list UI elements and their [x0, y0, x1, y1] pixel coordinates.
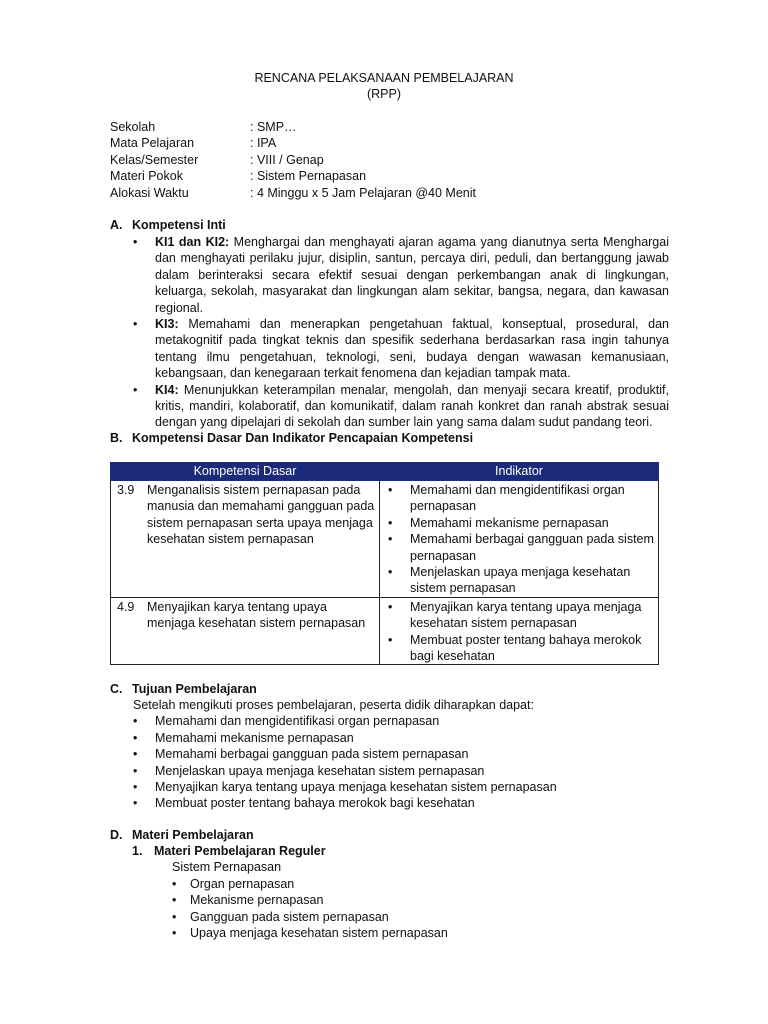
kd-cell [111, 481, 380, 598]
identity-row [110, 168, 650, 184]
identity-key: Alokasi Waktu [110, 185, 189, 200]
document-subtitle: (RPP) [366, 87, 402, 101]
bullet-icon: • [133, 317, 138, 332]
column-header-kd: Kompetensi Dasar [111, 463, 380, 481]
bullet-icon: • [133, 747, 138, 762]
identity-key: Mata Pelajaran [110, 136, 195, 151]
materi-text: Gangguan pada sistem pernapasan [190, 909, 389, 924]
table-row [111, 597, 659, 665]
section-letter: D. [110, 828, 123, 842]
identity-row [110, 135, 650, 151]
section-letter: B. [110, 431, 123, 445]
table-header-row [111, 463, 659, 481]
materi-text: Mekanisme pernapasan [190, 893, 324, 908]
identity-value: : 4 Minggu x 5 Jam Pelajaran @40 Menit [250, 185, 476, 200]
identity-value: : Sistem Pernapasan [250, 169, 367, 184]
list-item [172, 909, 650, 925]
ki-body: Menghargai dan menghayati ajaran agama yang dianutnya serta Menghargai dan menghayati perilaku jujur, disiplin, santun, percaya diri, peduli, dan bertanggung jawab dalam berinteraksi secara efektif sesuai dengan perkembangan anak di lingkungan, keluarga, sekolah, masyarakat dan lingkungan alam sekitar, bangsa, negara, dan kawasan regional. [155, 235, 669, 315]
indicator-text: Memahami berbagai gangguan pada sistem pernapasan [410, 532, 654, 563]
list-item [133, 730, 673, 746]
list-item [172, 876, 650, 892]
section-c-heading [110, 681, 257, 697]
kd-text: Menganalisis sistem pernapasan pada manusia dan memahami gangguan pada sistem pernapasan serta upaya menjaga kesehatan sistem pernapasan [147, 483, 375, 547]
bullet-icon: • [172, 893, 177, 908]
sub-number: 1. [132, 844, 143, 858]
materi-text: Upaya menjaga kesehatan sistem pernapasan [190, 926, 448, 941]
tujuan-text: Menyajikan karya tentang upaya menjaga kesehatan sistem pernapasan [155, 780, 557, 795]
list-item [133, 316, 669, 382]
ki-body: Menunjukkan keterampilan menalar, mengolah, dan menyaji secara kreatif, produktif, kritis, mandiri, kolaboratif, dan komunikatif, dalam ranah konkret dan ranah abstrak sesuai dengan yang dipelajari di sekolah dan sumber lain yang sama dalam sudut pandang teori. [155, 382, 669, 430]
ki-text [155, 316, 669, 382]
bullet-icon: • [388, 632, 393, 647]
indicator-cell [380, 597, 659, 665]
document-title: RENCANA PELAKSANAAN PEMBELAJARAN [254, 71, 514, 85]
bullet-icon: • [133, 235, 138, 249]
bullet-icon: • [172, 926, 177, 941]
bullet-icon: • [172, 909, 177, 924]
list-item [382, 531, 656, 564]
kompetensi-inti-list [133, 234, 669, 431]
bullet-icon: • [133, 730, 138, 745]
tujuan-text: Memahami mekanisme pernapasan [155, 730, 354, 745]
identity-key: Materi Pokok [110, 169, 183, 184]
bullet-icon: • [388, 599, 393, 614]
indicator-text: Menyajikan karya tentang upaya menjaga kesehatan sistem pernapasan [410, 599, 642, 631]
section-title: Materi Pembelajaran [132, 828, 254, 842]
bullet-icon: • [133, 763, 138, 778]
indicator-cell [380, 481, 659, 598]
section-title: Kompetensi Inti [132, 218, 226, 232]
ki-label: KI1 dan KI2: [155, 235, 230, 249]
section-a-heading [110, 217, 226, 233]
materi-text: Organ pernapasan [190, 876, 295, 891]
kd-cell [111, 597, 380, 665]
identity-value: : SMP… [250, 120, 297, 134]
section-b-heading [110, 430, 473, 446]
bullet-icon: • [133, 714, 138, 729]
bullet-icon: • [388, 515, 393, 530]
identity-key: Sekolah [110, 120, 156, 134]
identity-key: Kelas/Semester [110, 152, 199, 167]
list-item [382, 632, 656, 665]
ki-label: KI4: [155, 382, 179, 397]
identity-value: : IPA [250, 136, 277, 151]
bullet-icon: • [388, 532, 393, 547]
list-item [133, 234, 669, 316]
section-d-heading [110, 827, 254, 843]
sub-title: Materi Pembelajaran Reguler [154, 844, 326, 858]
list-item [133, 763, 673, 779]
ki-text [155, 382, 669, 431]
list-item [172, 925, 650, 941]
tujuan-list [133, 697, 673, 812]
tujuan-intro: Setelah mengikuti proses pembelajaran, peserta didik diharapkan dapat: [133, 698, 534, 712]
bullet-icon: • [172, 876, 177, 891]
kd-text: Menyajikan karya tentang upaya menjaga kesehatan sistem pernapasan [147, 599, 366, 631]
indicator-text: Menjelaskan upaya menjaga kesehatan sistem pernapasan [410, 565, 631, 596]
materi-subheading [110, 843, 650, 859]
kd-number: 3.9 [117, 483, 135, 497]
identity-row [110, 152, 650, 168]
section-title: Tujuan Pembelajaran [132, 682, 257, 696]
column-header-indikator: Indikator [380, 463, 659, 481]
bullet-icon: • [388, 483, 393, 497]
list-item [133, 779, 673, 795]
list-item [382, 564, 656, 597]
list-item [133, 713, 673, 729]
indicator-text: Memahami mekanisme pernapasan [410, 515, 609, 530]
ki-text [155, 234, 669, 316]
bullet-icon: • [133, 796, 138, 811]
list-item [133, 382, 669, 431]
bullet-icon: • [388, 565, 393, 580]
section-title: Kompetensi Dasar Dan Indikator Pencapaian Kompetensi [132, 431, 474, 445]
identity-row [110, 119, 650, 135]
ki-label: KI3: [155, 317, 179, 332]
tujuan-text: Membuat poster tentang bahaya merokok bagi kesehatan [155, 796, 475, 811]
section-letter: A. [110, 218, 123, 232]
list-item [382, 515, 656, 531]
indicator-text: Memahami dan mengidentifikasi organ pernapasan [410, 483, 625, 514]
kd-indicator-table [110, 462, 659, 665]
kd-number: 4.9 [117, 599, 135, 614]
tujuan-text: Menjelaskan upaya menjaga kesehatan sistem pernapasan [155, 763, 485, 778]
bullet-icon: • [133, 780, 138, 795]
materi-topic: Sistem Pernapasan [172, 860, 282, 875]
list-item [382, 482, 656, 515]
indicator-text: Membuat poster tentang bahaya merokok bagi kesehatan [410, 632, 642, 664]
identity-table [110, 119, 650, 201]
list-item [133, 746, 673, 762]
materi-block [110, 843, 650, 941]
tujuan-text: Memahami dan mengidentifikasi organ pernapasan [155, 714, 440, 729]
bullet-icon: • [133, 382, 138, 397]
tujuan-text: Memahami berbagai gangguan pada sistem pernapasan [155, 747, 469, 762]
list-item [133, 795, 673, 811]
table-row [111, 481, 659, 598]
section-letter: C. [110, 682, 123, 696]
ki-body: Memahami dan menerapkan pengetahuan faktual, konseptual, prosedural, dan metakognitif pada tingkat teknis dan spesifik sederhana berdasarkan rasa ingin tahunya tentang ilmu pengetahuan, teknologi, seni, budaya dengan wawasan kemanusiaan, kebangsaan, dan kenegaraan terkait fenomena dan kejadian tampak mata. [155, 317, 669, 381]
list-item [382, 599, 656, 632]
identity-row [110, 185, 650, 201]
list-item [172, 892, 650, 908]
identity-value: : VIII / Genap [250, 152, 324, 167]
materi-body [172, 859, 650, 941]
